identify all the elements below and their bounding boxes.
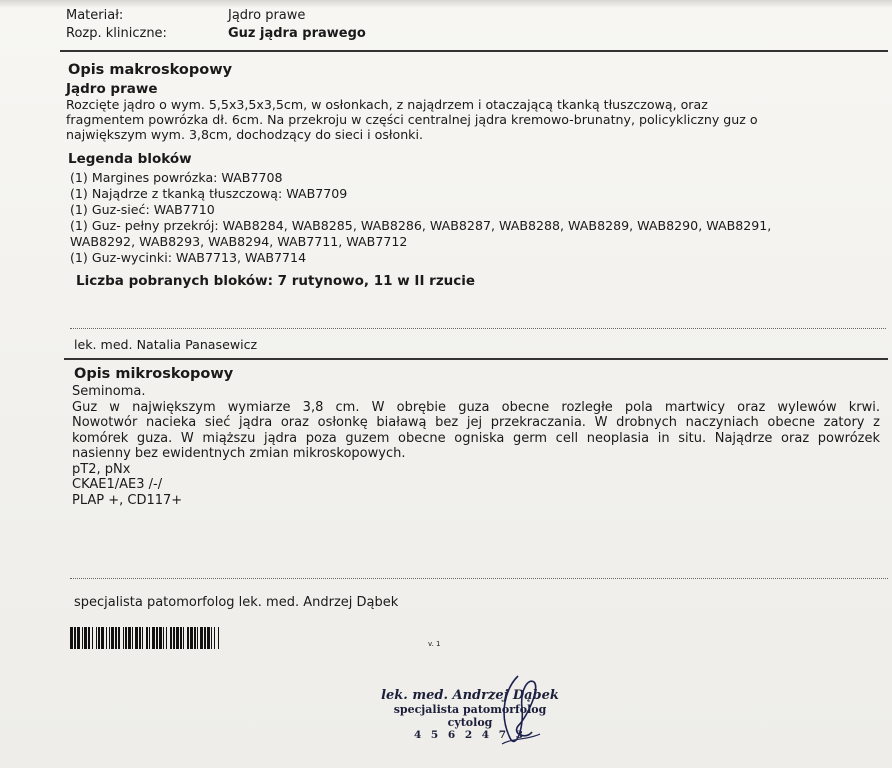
micro-signature: specjalista patomorfolog lek. med. Andrzej Dąbek — [74, 595, 399, 610]
blocks-count: Liczba pobranych bloków: 7 rutynowo, 11 w II rzucie — [76, 273, 476, 289]
micro-line: Guz w największym wymiarze 3,8 cm. W obrębie guza obecne rozległe pola martwicy oraz wylewów krwi. — [72, 399, 880, 415]
stamp-name: lek. med. Andrzej Dąbek — [381, 688, 559, 703]
legend-item: WAB8292, WAB8293, WAB8294, WAB7711, WAB7712 — [70, 234, 408, 249]
micro-line: komórek guza. W miąższu jądra poza guzem obecne ogniska germ cell neoplasia in situ. Najądrze oraz powrózek — [72, 430, 880, 446]
diagnosis-value: Guz jądra prawego — [228, 26, 366, 41]
header-divider — [60, 50, 888, 52]
macro-signature: lek. med. Natalia Panasewicz — [74, 337, 258, 352]
stamp-specialty: specjalista patomorfolog — [393, 703, 547, 716]
micro-signature-line — [70, 578, 888, 579]
macro-signature-line — [70, 328, 886, 329]
legend-item: (1) Guz-wycinki: WAB7713, WAB7714 — [70, 250, 307, 265]
legend-item: (1) Margines powrózka: WAB7708 — [70, 170, 283, 185]
legend-item: (1) Najądrze z tkanką tłuszczową: WAB7709 — [70, 186, 348, 201]
macro-divider — [64, 358, 888, 360]
macro-description — [66, 97, 866, 142]
handwritten-signature — [488, 668, 548, 758]
stamp-number: 4 5 6 2 4 7 3 — [413, 729, 527, 741]
macro-subtitle: Jądro prawe — [66, 81, 158, 97]
micro-line: PLAP +, CD117+ — [72, 492, 183, 508]
legend-title: Legenda bloków — [68, 151, 192, 167]
barcode — [70, 627, 221, 649]
material-value: Jądro prawe — [228, 8, 306, 23]
barcode-version: v. 1 — [428, 640, 441, 648]
stamp-subspecialty: cytolog — [447, 716, 493, 729]
diagnosis-label: Rozp. kliniczne: — [66, 26, 167, 41]
macro-line: największym wym. 3,8cm, dochodzący do sieci i osłonki. — [66, 127, 423, 142]
micro-line: Seminoma. — [72, 384, 146, 399]
barcode-bar — [219, 627, 221, 649]
micro-line: pT2, pNx — [72, 461, 131, 477]
legend-item: (1) Guz-sieć: WAB7710 — [70, 202, 215, 217]
micro-line: Nowotwór nacieka sieć jądra oraz osłonkę białawą bez jej przekraczania. W drobnych naczyniach obecne zatory z — [72, 415, 880, 430]
legend-list — [70, 170, 880, 266]
macro-line: fragmentem powrózka dł. 6cm. Na przekroju w części centralnej jądra kremowo-brunatny, policykliczny guz o — [66, 112, 758, 127]
material-label: Materiał: — [66, 8, 124, 23]
micro-line: nasienny bez ewidentnych zmian mikroskopowych. — [72, 446, 406, 461]
macro-line: Rozcięte jądro o wym. 5,5x3,5x3,5cm, w osłonkach, z najądrzem i otaczającą tkanką tłuszczową, oraz — [66, 97, 708, 112]
micro-line: CKAE1/AE3 /-/ — [72, 477, 163, 492]
macro-title: Opis makroskopowy — [68, 62, 233, 78]
micro-description — [72, 384, 880, 508]
micro-title: Opis mikroskopowy — [74, 366, 234, 382]
page-shadow — [0, 0, 892, 8]
legend-item: (1) Guz- pełny przekrój: WAB8284, WAB8285, WAB8286, WAB8287, WAB8288, WAB8289, WAB8290, WAB8291, — [70, 218, 772, 233]
